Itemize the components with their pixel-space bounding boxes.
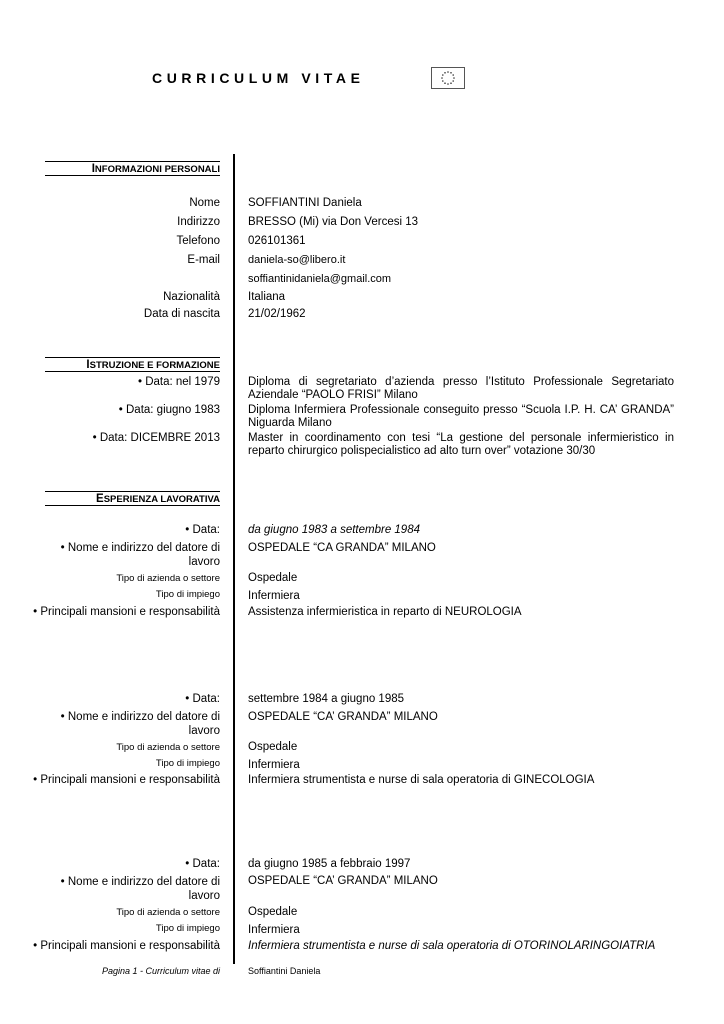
job-employer-value: OSPEDALE “CA GRANDA” MILANO bbox=[248, 542, 436, 554]
job-role-value: Infermiera bbox=[248, 924, 300, 936]
birth-label: Data di nascita bbox=[143, 308, 220, 320]
job-type-value: Ospedale bbox=[248, 572, 298, 584]
job-role-value: Infermiera bbox=[248, 590, 300, 602]
job-role-label: Tipo di impiego bbox=[155, 758, 220, 769]
job-date-label: • Data: bbox=[185, 693, 220, 705]
education-text: Diploma di segretariato d’azienda presso l’Istituto Professionale Segretariato Aziendale “PAOLO FRISI” Milano bbox=[248, 376, 674, 401]
job-date-label: • Data: bbox=[185, 524, 220, 536]
job-date-value: settembre 1984 a giugno 1985 bbox=[248, 693, 405, 705]
education-text: Diploma Infermiera Professionale conseguito presso “Scuola I.P. H. CA’ GRANDA” Niguarda Milano bbox=[248, 404, 674, 429]
job-employer-label: • Nome e indirizzo del datore di bbox=[60, 876, 220, 888]
job-type-label: Tipo di azienda o settore bbox=[116, 573, 220, 584]
job-employer-label: • Nome e indirizzo del datore di bbox=[60, 542, 220, 554]
job-duties-label: • Principali mansioni e responsabilità bbox=[33, 774, 220, 786]
footer-left: Pagina 1 - Curriculum vitae di bbox=[101, 966, 220, 976]
birth-value: 21/02/1962 bbox=[248, 308, 306, 320]
job-type-label: Tipo di azienda o settore bbox=[116, 907, 220, 918]
education-text: Master in coordinamento con tesi “La gestione del personale infermieristico in reparto chirurgico polispecialistico ad alto turn over” votazione 30/30 bbox=[248, 432, 674, 457]
job-role-label: Tipo di impiego bbox=[155, 923, 220, 934]
job-duties-value: Assistenza infermieristica in reparto di NEUROLOGIA bbox=[248, 606, 522, 618]
job-duties-value: Infermiera strumentista e nurse di sala operatoria di OTORINOLARINGOIATRIA bbox=[248, 940, 656, 952]
job-type-value: Ospedale bbox=[248, 741, 298, 753]
name-value: SOFFIANTINI Daniela bbox=[248, 197, 362, 209]
eu-flag-icon bbox=[431, 67, 465, 89]
email-value-2: soffiantinidaniela@gmail.com bbox=[248, 273, 392, 285]
job-date-label: • Data: bbox=[185, 858, 220, 870]
job-type-value: Ospedale bbox=[248, 906, 298, 918]
section-heading-education: ISTRUZIONE E FORMAZIONE bbox=[45, 357, 220, 372]
job-duties-value: Infermiera strumentista e nurse di sala operatoria di GINECOLOGIA bbox=[248, 774, 595, 786]
job-employer-label-cont: lavoro bbox=[188, 725, 220, 737]
email-label: E-mail bbox=[187, 254, 220, 266]
job-duties-label: • Principali mansioni e responsabilità bbox=[33, 940, 220, 952]
job-type-label: Tipo di azienda o settore bbox=[116, 742, 220, 753]
job-date-value: da giugno 1983 a settembre 1984 bbox=[248, 524, 420, 536]
job-employer-value: OSPEDALE “CA’ GRANDA” MILANO bbox=[248, 711, 438, 723]
email-value-1: daniela-so@libero.it bbox=[248, 254, 346, 266]
footer-right: Soffiantini Daniela bbox=[248, 966, 321, 976]
job-employer-label-cont: lavoro bbox=[188, 556, 220, 568]
nationality-label: Nazionalità bbox=[163, 291, 220, 303]
education-date: • Data: nel 1979 bbox=[137, 376, 220, 388]
nationality-value: Italiana bbox=[248, 291, 286, 303]
name-label: Nome bbox=[189, 197, 220, 209]
job-employer-label-cont: lavoro bbox=[188, 890, 220, 902]
job-role-value: Infermiera bbox=[248, 759, 300, 771]
job-role-label: Tipo di impiego bbox=[155, 589, 220, 600]
job-employer-value: OSPEDALE “CA’ GRANDA” MILANO bbox=[248, 875, 438, 887]
column-divider bbox=[233, 154, 235, 964]
education-date: • Data: DICEMBRE 2013 bbox=[92, 432, 220, 444]
section-heading-personal: INFORMAZIONI PERSONALI bbox=[45, 161, 220, 176]
job-date-value: da giugno 1985 a febbraio 1997 bbox=[248, 858, 411, 870]
phone-value: 026101361 bbox=[248, 235, 306, 247]
section-heading-experience: ESPERIENZA LAVORATIVA bbox=[45, 491, 220, 506]
education-date: • Data: giugno 1983 bbox=[118, 404, 220, 416]
job-employer-label: • Nome e indirizzo del datore di bbox=[60, 711, 220, 723]
phone-label: Telefono bbox=[176, 235, 220, 247]
job-duties-label: • Principali mansioni e responsabilità bbox=[33, 606, 220, 618]
address-label: Indirizzo bbox=[177, 216, 220, 228]
cv-title: CURRICULUM VITAE bbox=[152, 70, 365, 86]
address-value: BRESSO (Mi) via Don Vercesi 13 bbox=[248, 216, 419, 228]
